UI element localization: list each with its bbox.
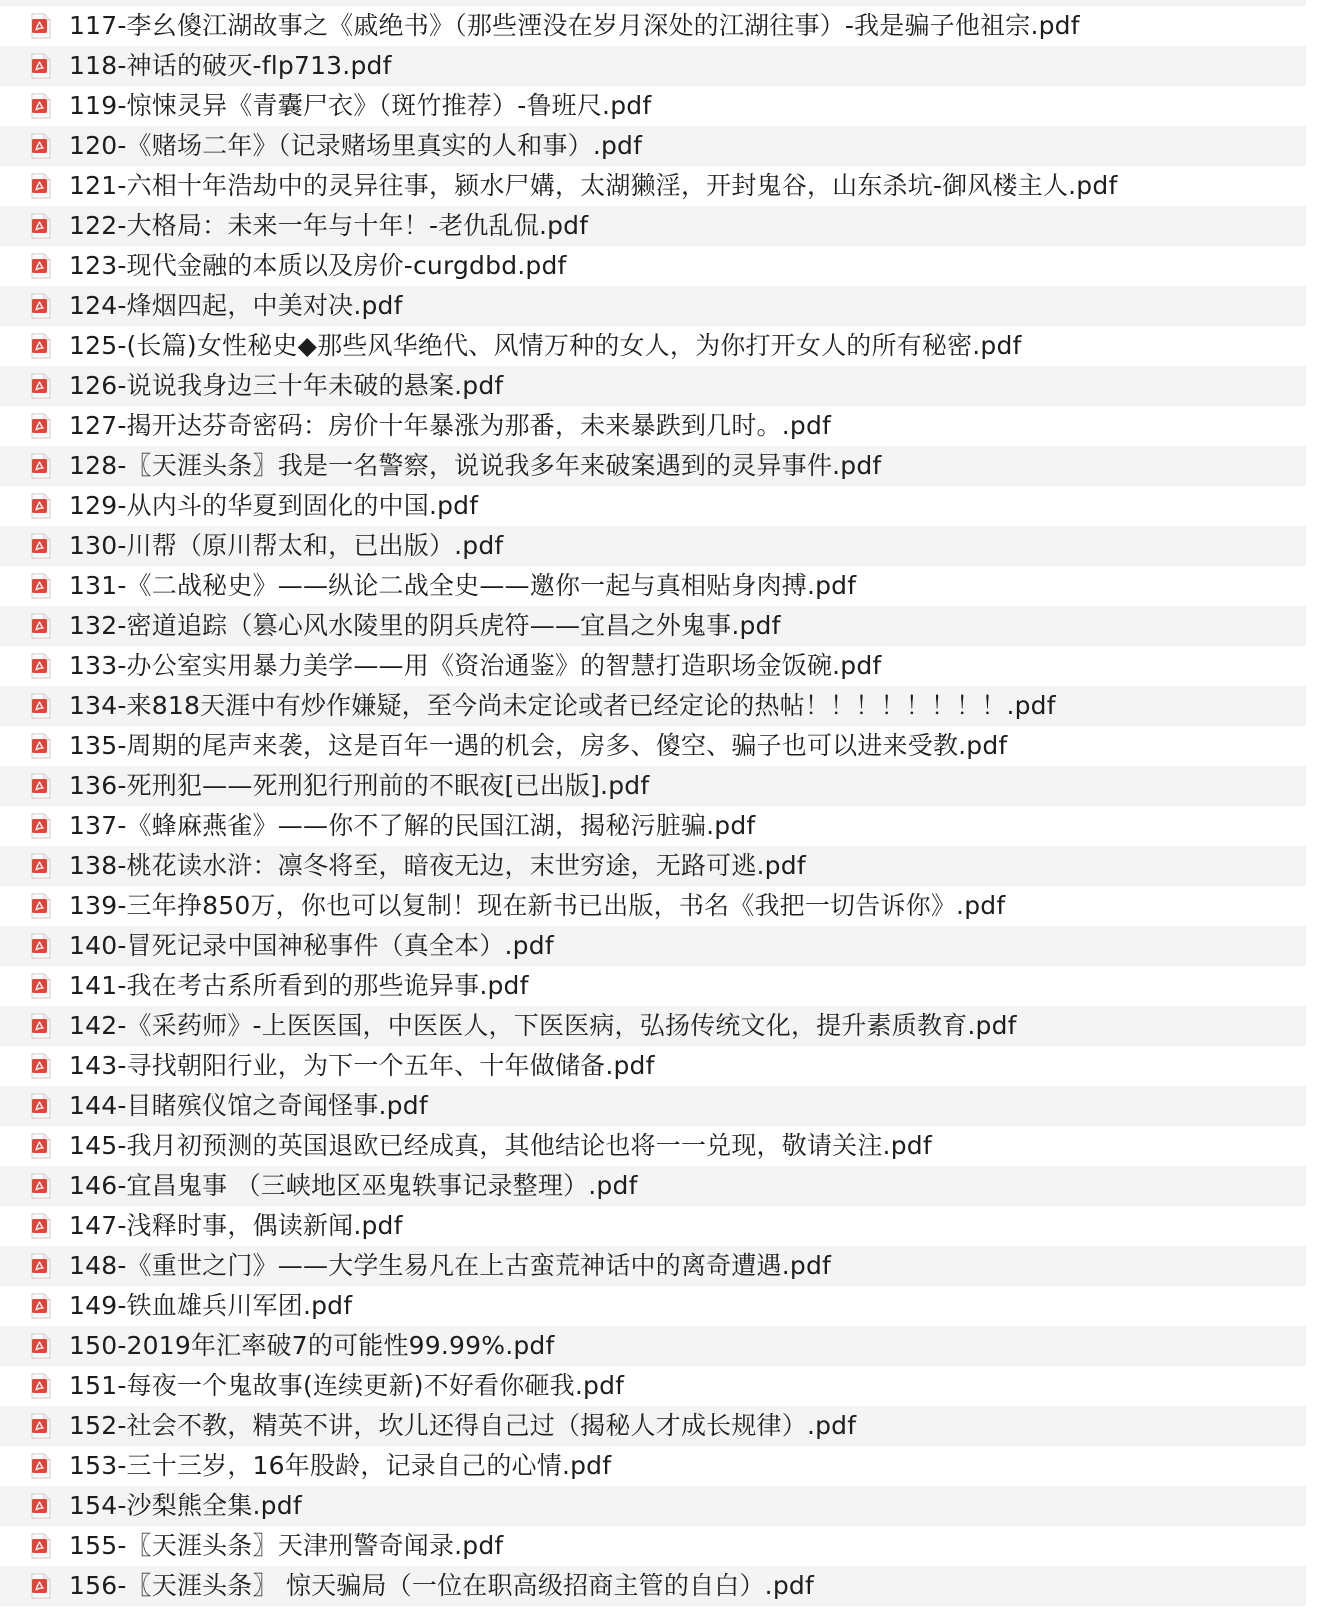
file-row[interactable] — [0, 846, 1336, 886]
file-row[interactable] — [0, 406, 1336, 446]
pdf-document-icon — [31, 1253, 51, 1279]
file-name: 135-周期的尾声来袭，这是百年一遇的机会，房多、傻空、骗子也可以进来受教.pdf — [69, 731, 1008, 760]
file-row[interactable] — [0, 126, 1336, 166]
pdf-document-icon — [31, 253, 51, 279]
file-row[interactable] — [0, 1086, 1336, 1126]
pdf-document-icon — [31, 1453, 51, 1479]
pdf-document-icon — [31, 1533, 51, 1559]
file-name: 150-2019年汇率破7的可能性99.99%.pdf — [69, 1331, 555, 1360]
pdf-document-icon — [31, 813, 51, 839]
pdf-document-icon — [31, 93, 51, 119]
file-row[interactable] — [0, 166, 1336, 206]
file-row[interactable] — [0, 1526, 1336, 1566]
file-row[interactable] — [0, 486, 1336, 526]
file-name: 128-〖天涯头条〗我是一名警察，说说我多年来破案遇到的灵异事件.pdf — [69, 451, 882, 480]
pdf-document-icon — [31, 213, 51, 239]
file-row[interactable] — [0, 206, 1336, 246]
file-name: 153-三十三岁，16年股龄，记录自己的心情.pdf — [69, 1451, 612, 1480]
pdf-document-icon — [31, 1093, 51, 1119]
file-row[interactable] — [0, 1166, 1336, 1206]
pdf-document-icon — [31, 533, 51, 559]
pdf-document-icon — [31, 1013, 51, 1039]
pdf-document-icon — [31, 1213, 51, 1239]
pdf-document-icon — [31, 1493, 51, 1519]
pdf-document-icon — [31, 893, 51, 919]
file-row[interactable] — [0, 246, 1336, 286]
file-name: 147-浅释时事，偶读新闻.pdf — [69, 1211, 403, 1240]
file-row[interactable] — [0, 1326, 1336, 1366]
file-list — [0, 6, 1336, 1606]
file-name: 148-《重世之门》——大学生易凡在上古蛮荒神话中的离奇遭遇.pdf — [69, 1251, 832, 1280]
file-name: 131-《二战秘史》——纵论二战全史——邀你一起与真相贴身肉搏.pdf — [69, 571, 857, 600]
pdf-document-icon — [31, 173, 51, 199]
file-row[interactable] — [0, 1566, 1336, 1606]
file-name: 122-大格局：未来一年与十年！-老仇乱侃.pdf — [69, 211, 589, 240]
file-name: 121-六相十年浩劫中的灵异往事，颍水尸媾，太湖獭淫，开封鬼谷，山东杀坑-御风楼主人.pdf — [69, 171, 1118, 200]
file-row[interactable] — [0, 566, 1336, 606]
file-row[interactable] — [0, 926, 1336, 966]
pdf-document-icon — [31, 693, 51, 719]
pdf-document-icon — [31, 733, 51, 759]
file-row[interactable] — [0, 1286, 1336, 1326]
pdf-document-icon — [31, 53, 51, 79]
file-name: 154-沙梨熊全集.pdf — [69, 1491, 302, 1520]
pdf-document-icon — [31, 573, 51, 599]
pdf-document-icon — [31, 853, 51, 879]
file-row[interactable] — [0, 1406, 1336, 1446]
file-name: 140-冒死记录中国神秘事件（真全本）.pdf — [69, 931, 554, 960]
file-name: 129-从内斗的华夏到固化的中国.pdf — [69, 491, 479, 520]
file-row[interactable] — [0, 286, 1336, 326]
file-row[interactable] — [0, 726, 1336, 766]
file-name: 130-川帮（原川帮太和，已出版）.pdf — [69, 531, 504, 560]
pdf-document-icon — [31, 1573, 51, 1599]
file-name: 144-目睹殡仪馆之奇闻怪事.pdf — [69, 1091, 428, 1120]
file-name: 124-烽烟四起，中美对决.pdf — [69, 291, 403, 320]
file-row[interactable] — [0, 1126, 1336, 1166]
file-name: 117-李幺傻江湖故事之《戚绝书》（那些湮没在岁月深处的江湖往事）-我是骗子他祖宗.pdf — [69, 11, 1080, 40]
file-name: 119-惊悚灵异《青囊尸衣》（斑竹推荐）-鲁班尺.pdf — [69, 91, 652, 120]
pdf-document-icon — [31, 13, 51, 39]
file-row[interactable] — [0, 646, 1336, 686]
pdf-document-icon — [31, 413, 51, 439]
file-name: 126-说说我身边三十年未破的悬案.pdf — [69, 371, 504, 400]
pdf-document-icon — [31, 453, 51, 479]
file-row[interactable] — [0, 766, 1336, 806]
pdf-document-icon — [31, 1293, 51, 1319]
file-row[interactable] — [0, 6, 1336, 46]
file-name: 149-铁血雄兵川军团.pdf — [69, 1291, 353, 1320]
pdf-document-icon — [31, 333, 51, 359]
file-row[interactable] — [0, 526, 1336, 566]
file-name: 151-每夜一个鬼故事(连续更新)不好看你砸我.pdf — [69, 1371, 625, 1400]
pdf-document-icon — [31, 653, 51, 679]
pdf-document-icon — [31, 1333, 51, 1359]
file-name: 134-来818天涯中有炒作嫌疑，至今尚未定论或者已经定论的热帖！！！！！！！！.pdf — [69, 691, 1056, 720]
file-name: 152-社会不教，精英不讲，坎儿还得自己过（揭秘人才成长规律）.pdf — [69, 1411, 857, 1440]
pdf-document-icon — [31, 1373, 51, 1399]
pdf-document-icon — [31, 773, 51, 799]
file-name: 141-我在考古系所看到的那些诡异事.pdf — [69, 971, 529, 1000]
file-row[interactable] — [0, 1446, 1336, 1486]
file-name: 125-(长篇)女性秘史◆那些风华绝代、风情万种的女人，为你打开女人的所有秘密.pdf — [69, 331, 1022, 360]
file-name: 156-〖天涯头条〗 惊天骗局（一位在职高级招商主管的自白）.pdf — [69, 1571, 814, 1600]
file-row[interactable] — [0, 1206, 1336, 1246]
pdf-document-icon — [31, 493, 51, 519]
file-row[interactable] — [0, 1046, 1336, 1086]
file-row[interactable] — [0, 1006, 1336, 1046]
pdf-document-icon — [31, 1413, 51, 1439]
file-name: 120-《赌场二年》（记录赌场里真实的人和事）.pdf — [69, 131, 643, 160]
file-name: 118-神话的破灭-flp713.pdf — [69, 51, 392, 80]
pdf-document-icon — [31, 133, 51, 159]
pdf-document-icon — [31, 373, 51, 399]
file-row[interactable] — [0, 1486, 1336, 1526]
file-row[interactable] — [0, 686, 1336, 726]
file-row[interactable] — [0, 446, 1336, 486]
file-name: 133-办公室实用暴力美学——用《资治通鉴》的智慧打造职场金饭碗.pdf — [69, 651, 882, 680]
file-name: 142-《采药师》-上医医国，中医医人，下医医病，弘扬传统文化，提升素质教育.pdf — [69, 1011, 1017, 1040]
file-name: 138-桃花读水浒：凛冬将至，暗夜无边，末世穷途，无路可逃.pdf — [69, 851, 806, 880]
file-row[interactable] — [0, 326, 1336, 366]
file-name: 139-三年挣850万，你也可以复制！现在新书已出版，书名《我把一切告诉你》.pdf — [69, 891, 1006, 920]
file-row[interactable] — [0, 1366, 1336, 1406]
pdf-document-icon — [31, 933, 51, 959]
file-name: 123-现代金融的本质以及房价-curgdbd.pdf — [69, 251, 567, 280]
file-row[interactable] — [0, 806, 1336, 846]
file-name: 146-宜昌鬼事 （三峡地区巫鬼轶事记录整理）.pdf — [69, 1171, 638, 1200]
file-row[interactable] — [0, 86, 1336, 126]
file-row[interactable] — [0, 46, 1336, 86]
file-name: 143-寻找朝阳行业，为下一个五年、十年做储备.pdf — [69, 1051, 655, 1080]
file-name: 127-揭开达芬奇密码：房价十年暴涨为那番，未来暴跌到几时。.pdf — [69, 411, 832, 440]
pdf-document-icon — [31, 1133, 51, 1159]
pdf-document-icon — [31, 1173, 51, 1199]
pdf-document-icon — [31, 973, 51, 999]
file-name: 132-密道追踪（篡心风水陵里的阴兵虎符——宜昌之外鬼事.pdf — [69, 611, 781, 640]
file-name: 137-《蜂麻燕雀》——你不了解的民国江湖，揭秘污脏骗.pdf — [69, 811, 756, 840]
pdf-document-icon — [31, 613, 51, 639]
file-row[interactable] — [0, 366, 1336, 406]
pdf-document-icon — [31, 1053, 51, 1079]
file-name: 145-我月初预测的英国退欧已经成真，其他结论也将一一兑现，敬请关注.pdf — [69, 1131, 932, 1160]
file-name: 136-死刑犯——死刑犯行刑前的不眠夜[已出版].pdf — [69, 771, 650, 800]
pdf-document-icon — [31, 293, 51, 319]
file-row[interactable] — [0, 606, 1336, 646]
file-name: 155-〖天涯头条〗天津刑警奇闻录.pdf — [69, 1531, 504, 1560]
window-edge — [1306, 0, 1336, 1610]
file-row[interactable] — [0, 1246, 1336, 1286]
file-row[interactable] — [0, 886, 1336, 926]
file-row[interactable] — [0, 966, 1336, 1006]
